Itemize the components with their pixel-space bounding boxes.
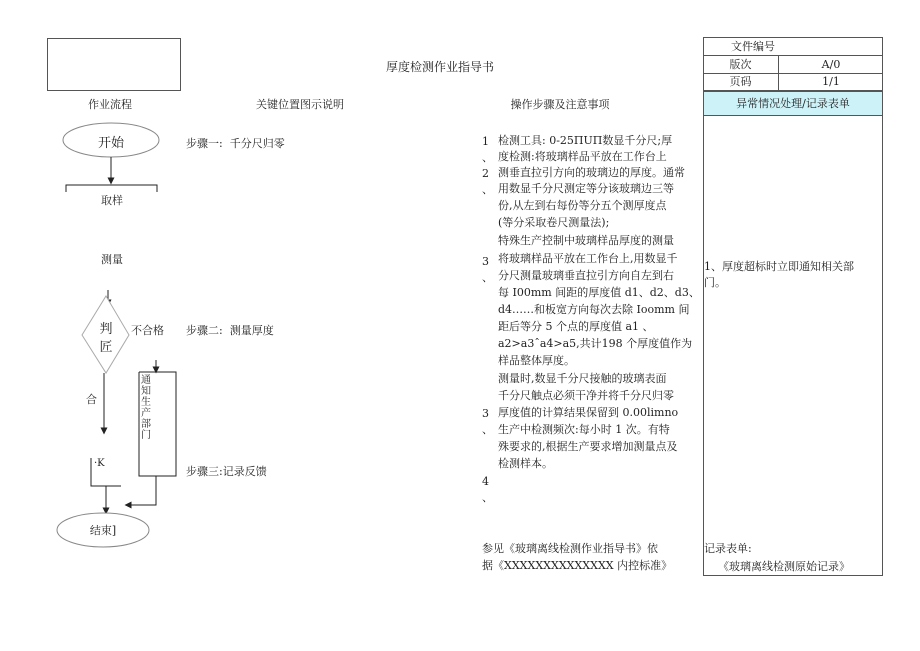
proc-num-4-mark: 、: [482, 491, 493, 504]
meta-label-doc-no: 文件编号: [731, 40, 775, 53]
sample-label: 取样: [101, 194, 123, 207]
proc-line: 每 I00mm 间距的厚度值 d1、d2、d3、: [498, 286, 700, 299]
arrow-notify-to-end: [128, 476, 156, 505]
judge-label-2: 匠: [99, 340, 113, 355]
diagram-step-2: 步骤二: 测量厚度: [186, 324, 274, 337]
pass-label: 合: [86, 393, 97, 406]
diagram-step-1: 步骤一: 千分尺归零: [186, 137, 285, 150]
notify-label: 通 知 生 产 部 门: [141, 375, 151, 441]
exception-note-1: 1、厚度超标时立即通知相关部: [704, 260, 854, 273]
record-form-name: 《玻璃离线检测原始记录》: [718, 560, 850, 573]
meta-value-version: A/0: [821, 58, 841, 71]
diagram-step-3: 步骤三:记录反馈: [186, 465, 267, 478]
reference-line-1: 参见《玻璃离线检测作业指导书》依: [482, 542, 658, 555]
end-label: 结束]: [89, 524, 117, 537]
proc-line: 特殊生产控制中玻璃样品厚度的测量: [498, 234, 674, 247]
proc-num-3b-mark: 、: [482, 423, 493, 436]
record-label: ·K: [94, 458, 105, 469]
proc-num-2: 2: [482, 167, 489, 180]
proc-num-4: 4: [482, 475, 489, 488]
judge-label-1: 判: [99, 322, 113, 337]
proc-line: 厚度值的计算结果保留到 0.00limno: [498, 406, 679, 419]
proc-line: 将玻璃样品平放在工作台上,用数显千: [498, 252, 678, 265]
proc-line: 用数显千分尺测定等分该玻璃边三等: [498, 182, 674, 195]
proc-line: 殊要求的,根据生产要求增加测量点及: [498, 440, 678, 453]
proc-line: d4……和板宽方向每次去除 Ioomm 间: [498, 303, 690, 316]
proc-num-3: 3: [482, 255, 489, 268]
proc-line: 生产中检测频次:每小时 1 次。有特: [498, 423, 670, 436]
meta-label-page: 页码: [729, 75, 752, 88]
proc-line: 度检测:将玻璃样品平放在工作台上: [498, 150, 667, 163]
proc-line: 分尺测量玻璃垂直拉引方向自左到右: [498, 269, 674, 282]
fail-label: 不合格: [131, 324, 164, 337]
proc-line: 测垂直拉引方向的玻璃边的厚度。通常: [498, 166, 685, 179]
proc-line: 份,从左到右每份等分五个测厚度点: [498, 199, 667, 212]
proc-line: 千分尺触点必须干净并将千分尺归零: [498, 389, 674, 402]
measure-label: 测量: [101, 253, 123, 266]
proc-num-1: 1: [482, 135, 489, 148]
proc-num-3b: 3: [482, 407, 489, 420]
header-exception-label: 异常情况处理/记录表单: [736, 97, 850, 110]
exception-note-2: 门。: [704, 276, 726, 289]
document-title: 厚度检测作业指导书: [385, 60, 494, 74]
proc-line: 样品整体厚度。: [498, 354, 575, 367]
header-steps: 操作步骤及注意事项: [510, 98, 610, 111]
header-diagram: 关键位置图示说明: [256, 98, 344, 111]
proc-line: a2>a3ˆa4>a5,共计198 个厚度值作为: [498, 337, 693, 350]
proc-line: 测量时,数显千分尺接触的玻璃表面: [498, 372, 667, 385]
meta-value-page: 1/1: [822, 75, 840, 88]
proc-line: 检测样本。: [498, 457, 553, 470]
header-flow: 作业流程: [88, 98, 132, 111]
meta-label-version: 版次: [729, 58, 752, 71]
proc-line: 距后等分 5 个点的厚度值 a1 、: [498, 320, 654, 333]
proc-num-1-mark: 、: [482, 151, 493, 164]
sample-bracket: [66, 185, 157, 192]
proc-num-3-mark: 、: [482, 271, 493, 284]
proc-line: 检测工具: 0-25ΠUΠ数显千分尺;厚: [498, 134, 673, 147]
proc-line: (等分采取卷尺测量法);: [498, 216, 610, 229]
proc-num-2-mark: 、: [482, 183, 493, 196]
start-label: 开始: [97, 136, 124, 151]
record-form-label: 记录表单:: [704, 542, 752, 555]
reference-line-2: 据《XXXXXXXXXXXXXX 内控标准》: [482, 559, 673, 572]
